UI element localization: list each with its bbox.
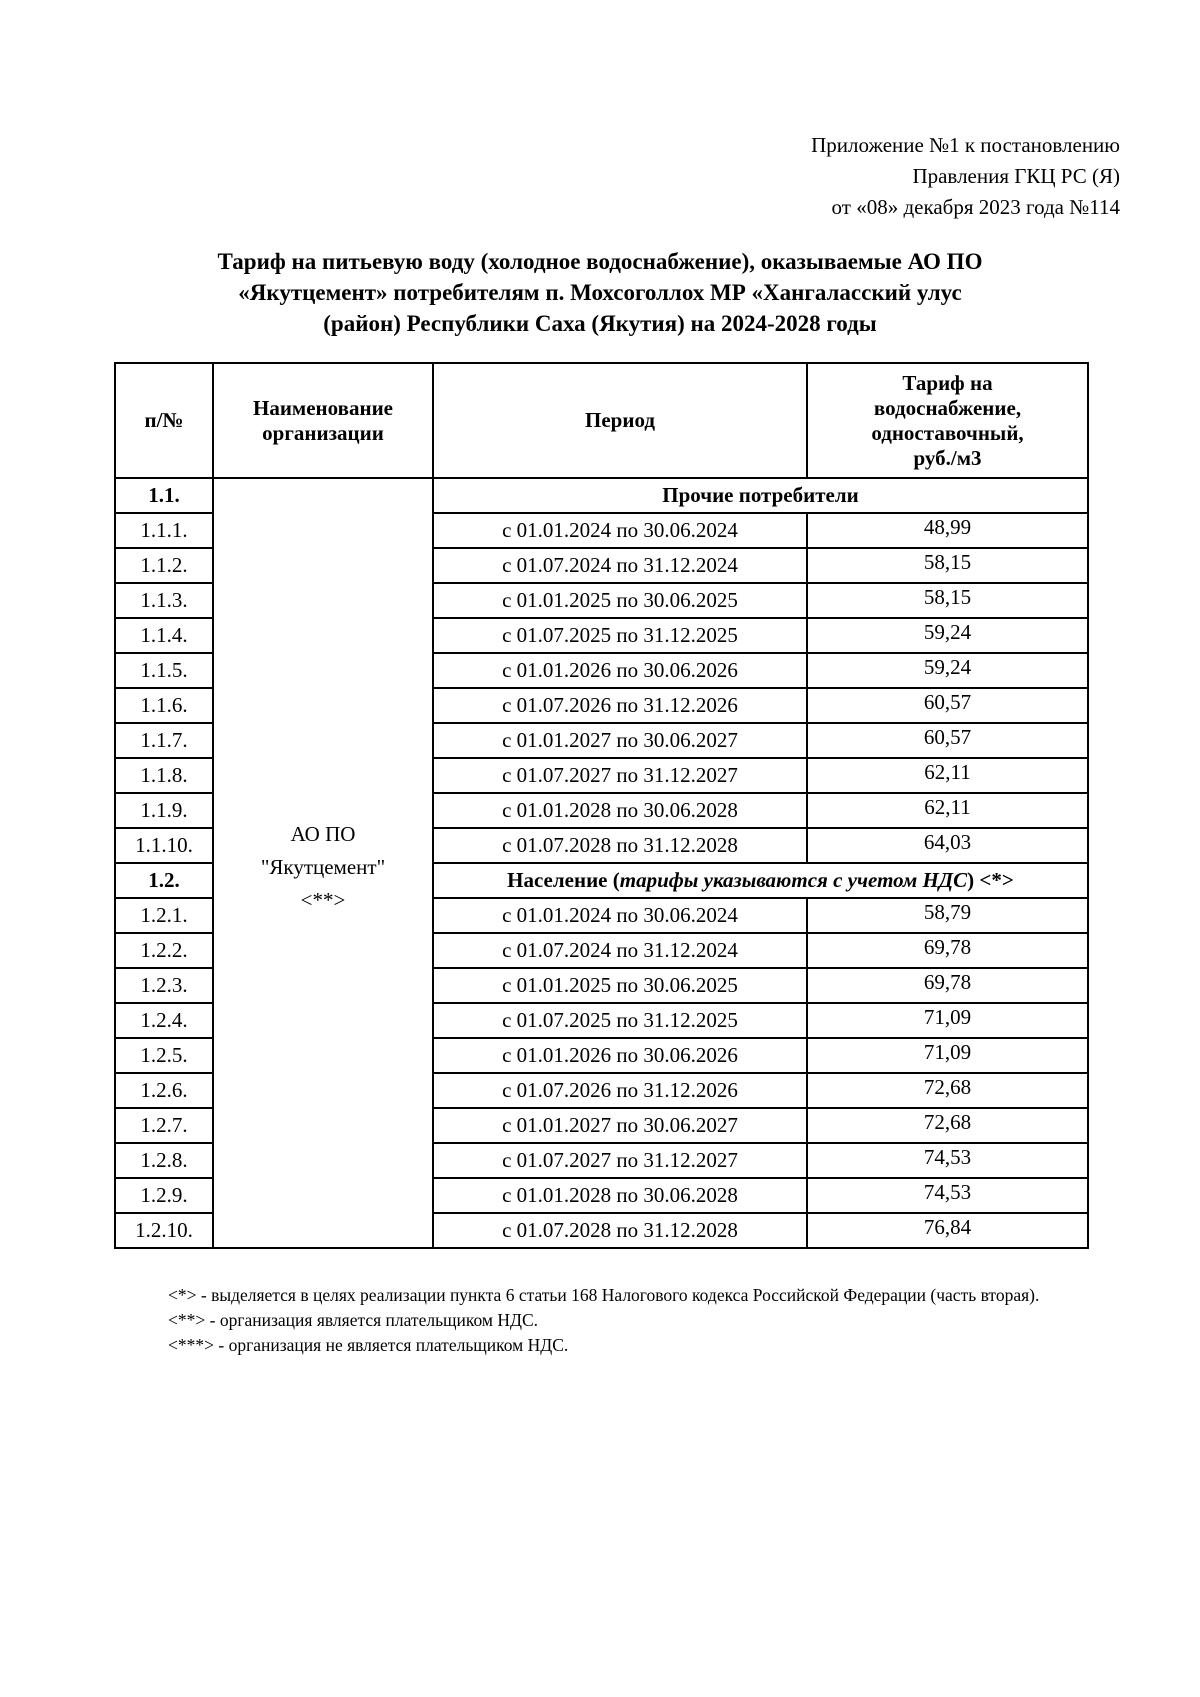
row-tariff-value: 60,57 [807,723,1088,758]
header-tariff-line: Тариф на [902,370,993,395]
title-line: «Якутцемент» потребителям п. Мохсоголлох МР «Хангаласский улус [238,280,962,305]
header-tariff-line: одноставочный, [871,420,1024,445]
org-line: <**> [300,887,346,912]
footnote: <*> - выделяется в целях реализации пункта 6 статьи 168 Налогового кодекса Российской Федерации (часть вторая). [168,1285,1040,1305]
row-num: 1.2.5. [115,1038,213,1073]
section-title-italic: тарифы указываются с учетом НДС [619,868,968,892]
row-period: с 01.07.2025 по 31.12.2025 [433,618,807,653]
row-tariff-value: 74,53 [807,1178,1088,1213]
row-num: 1.2.2. [115,933,213,968]
section-num: 1.1. [115,478,213,513]
row-period: с 01.01.2024 по 30.06.2024 [433,898,807,933]
header-org [213,363,433,478]
row-period: с 01.07.2024 по 31.12.2024 [433,933,807,968]
footnotes [114,1283,1120,1358]
row-period: с 01.01.2028 по 30.06.2028 [433,1178,807,1213]
row-tariff-value: 62,11 [807,758,1088,793]
header-tariff-line: руб./м3 [913,445,982,470]
row-period: с 01.01.2026 по 30.06.2026 [433,1038,807,1073]
footnote: <***> - организация не является плательщиком НДС. [168,1335,569,1355]
row-tariff-value: 62,11 [807,793,1088,828]
row-period: с 01.07.2028 по 31.12.2028 [433,1213,807,1248]
section-title: Прочие потребители [433,478,1088,513]
row-period: с 01.07.2024 по 31.12.2024 [433,548,807,583]
row-num: 1.1.1. [115,513,213,548]
row-period: с 01.07.2026 по 31.12.2026 [433,688,807,723]
row-tariff-value: 76,84 [807,1213,1088,1248]
row-num: 1.2.6. [115,1073,213,1108]
row-tariff-value: 58,15 [807,583,1088,618]
row-period: с 01.01.2026 по 30.06.2026 [433,653,807,688]
table-header-row [115,363,1088,478]
row-period: с 01.07.2028 по 31.12.2028 [433,828,807,863]
section-title-part: ) <*> [967,868,1014,892]
row-num: 1.1.4. [115,618,213,653]
row-period: с 01.01.2027 по 30.06.2027 [433,723,807,758]
annex-line: Приложение №1 к постановлению [811,133,1120,157]
row-num: 1.1.9. [115,793,213,828]
org-name-cell [213,478,433,1248]
tariff-table [114,362,1089,1249]
annex-line: Правления ГКЦ РС (Я) [912,164,1120,188]
header-tariff [807,363,1088,478]
row-period: с 01.07.2027 по 31.12.2027 [433,1143,807,1178]
row-num: 1.2.1. [115,898,213,933]
document-title [80,246,1120,339]
row-tariff-value: 60,57 [807,688,1088,723]
section-title-part: Население ( [507,868,620,892]
row-tariff-value: 59,24 [807,618,1088,653]
row-period: с 01.07.2025 по 31.12.2025 [433,1003,807,1038]
row-tariff-value: 58,79 [807,898,1088,933]
header-period: Период [433,363,807,478]
title-line: Тариф на питьевую воду (холодное водоснабжение), оказываемые АО ПО [217,249,983,274]
header-tariff-line: водоснабжение, [873,395,1022,420]
row-num: 1.1.8. [115,758,213,793]
row-period: с 01.07.2026 по 31.12.2026 [433,1073,807,1108]
row-num: 1.2.10. [115,1213,213,1248]
section-row [115,478,1088,513]
row-tariff-value: 72,68 [807,1108,1088,1143]
row-num: 1.1.2. [115,548,213,583]
row-num: 1.2.4. [115,1003,213,1038]
row-period: с 01.07.2027 по 31.12.2027 [433,758,807,793]
section-num: 1.2. [115,863,213,898]
row-num: 1.2.7. [115,1108,213,1143]
row-tariff-value: 71,09 [807,1003,1088,1038]
org-line: "Якутцемент" [260,854,386,879]
row-num: 1.1.6. [115,688,213,723]
row-num: 1.1.5. [115,653,213,688]
row-tariff-value: 58,15 [807,548,1088,583]
row-tariff-value: 69,78 [807,968,1088,1003]
row-period: с 01.01.2025 по 30.06.2025 [433,583,807,618]
footnote: <**> - организация является плательщиком НДС. [168,1310,538,1330]
row-period: с 01.01.2028 по 30.06.2028 [433,793,807,828]
row-tariff-value: 71,09 [807,1038,1088,1073]
row-tariff-value: 74,53 [807,1143,1088,1178]
row-period: с 01.01.2024 по 30.06.2024 [433,513,807,548]
header-num: п/№ [115,363,213,478]
section-title [433,863,1088,898]
row-num: 1.2.3. [115,968,213,1003]
annex-line: от «08» декабря 2023 года №114 [831,195,1120,219]
row-num: 1.1.7. [115,723,213,758]
title-line: (район) Республики Саха (Якутия) на 2024-2028 годы [323,311,877,336]
org-line: АО ПО [290,821,356,846]
row-tariff-value: 48,99 [807,513,1088,548]
row-num: 1.1.10. [115,828,213,863]
header-org-line: организации [262,420,384,445]
row-period: с 01.01.2027 по 30.06.2027 [433,1108,807,1143]
header-org-line: Наименование [253,395,393,420]
row-num: 1.1.3. [115,583,213,618]
annex-reference [811,130,1120,223]
row-tariff-value: 69,78 [807,933,1088,968]
row-num: 1.2.8. [115,1143,213,1178]
row-tariff-value: 64,03 [807,828,1088,863]
row-period: с 01.01.2025 по 30.06.2025 [433,968,807,1003]
row-num: 1.2.9. [115,1178,213,1213]
row-tariff-value: 72,68 [807,1073,1088,1108]
row-tariff-value: 59,24 [807,653,1088,688]
